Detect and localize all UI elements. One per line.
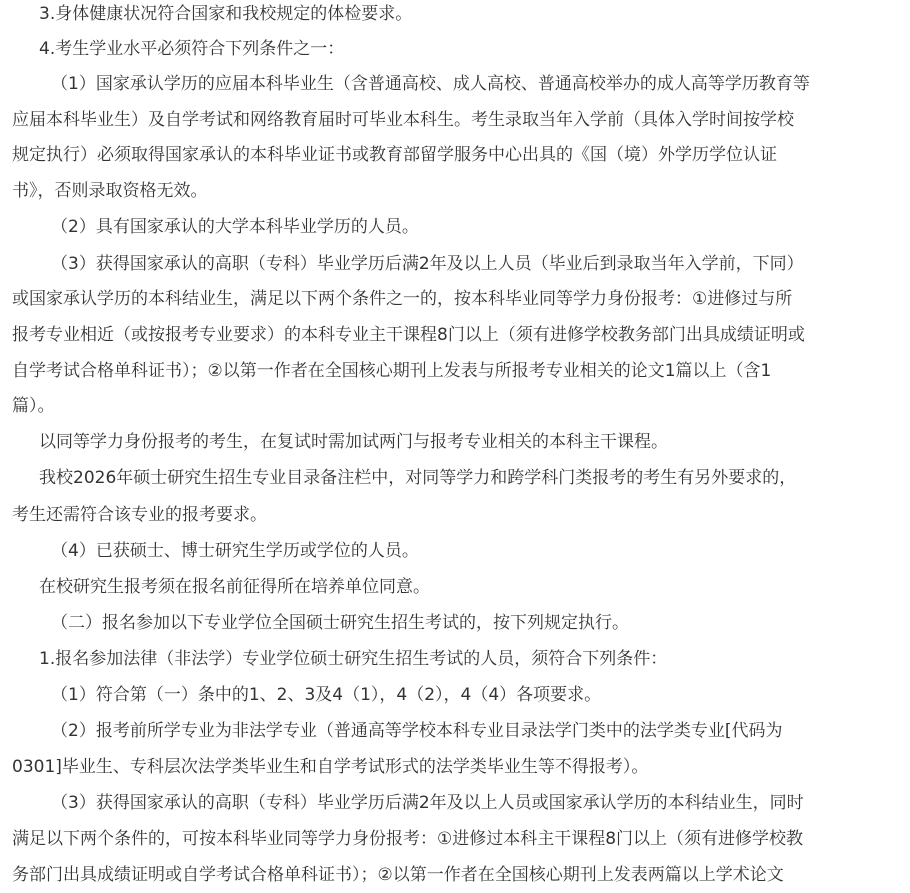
text-line: （二）报名参加以下专业学位全国硕士研究生招生考试的，按下列规定执行。: [51, 613, 629, 633]
text-line: 满足以下两个条件的，可按本科毕业同等学力身份报考：①进修过本科主干课程8门以上（须有进修学校教: [12, 829, 804, 849]
text-line: 应届本科毕业生）及自学考试和网络教育届时可毕业本科生。考生录取当年入学前（具体入学时间按学校: [12, 110, 794, 130]
text-line: （2）报考前所学专业为非法学专业（普通高等学校本科专业目录法学门类中的法学类专业[代码为: [51, 721, 783, 741]
text-line: 规定执行）必须取得国家承认的本科毕业证书或教育部留学服务中心出具的《国（境）外学历学位认证: [12, 145, 777, 165]
text-line: （3）获得国家承认的高职（专科）毕业学历后满2年及以上人员或国家承认学历的本科结业生，同时: [51, 793, 804, 813]
text-line: 3.身体健康状况符合国家和我校规定的体检要求。: [39, 4, 413, 24]
text-line: 4.考生学业水平必须符合下列条件之一：: [39, 39, 345, 59]
text-line: 务部门出具成绩证明或自学考试合格单科证书）；②以第一作者在全国核心期刊上发表两篇以上学术论文: [12, 865, 784, 885]
text-line: 篇）。: [12, 396, 55, 416]
text-line: （1）国家承认学历的应届本科毕业生（含普通高校、成人高校、普通高校举办的成人高等学历教育等: [51, 74, 810, 94]
text-line: 考生还需符合该专业的报考要求。: [12, 505, 267, 525]
text-line: 1.报名参加法律（非法学）专业学位硕士研究生招生考试的人员，须符合下列条件：: [39, 649, 668, 669]
text-line: 报考专业相近（或按报考专业要求）的本科专业主干课程8门以上（须有进修学校教务部门出具成绩证明或: [12, 325, 805, 345]
text-line: 书》，否则录取资格无效。: [12, 181, 208, 201]
text-line: 以同等学力身份报考的考生，在复试时需加试两门与报考专业相关的本科主干课程。: [39, 432, 668, 452]
text-line: 我校2026年硕士研究生招生专业目录备注栏中，对同等学力和跨学科门类报考的考生有另外要求的，: [39, 468, 797, 488]
text-line: （3）获得国家承认的高职（专科）毕业学历后满2年及以上人员（毕业后到录取当年入学前，下同）: [51, 254, 804, 274]
text-line: 在校研究生报考须在报名前征得所在培养单位同意。: [39, 577, 430, 597]
text-line: 或国家承认学历的本科结业生，满足以下两个条件之一的，按本科毕业同等学力身份报考：①进修过与所: [12, 289, 793, 309]
text-line: 自学考试合格单科证书）；②以第一作者在全国核心期刊上发表与所报考专业相关的论文1篇以上（含1: [12, 361, 772, 381]
text-line: 0301]毕业生、专科层次法学类毕业生和自学考试形式的法学类毕业生等不得报考）。: [12, 757, 649, 777]
text-line: （2）具有国家承认的大学本科毕业学历的人员。: [51, 217, 419, 237]
text-line: （4）已获硕士、博士研究生学历或学位的人员。: [51, 541, 419, 561]
text-line: （1）符合第（一）条中的1、2、3及4（1），4（2），4（4）各项要求。: [51, 685, 602, 705]
